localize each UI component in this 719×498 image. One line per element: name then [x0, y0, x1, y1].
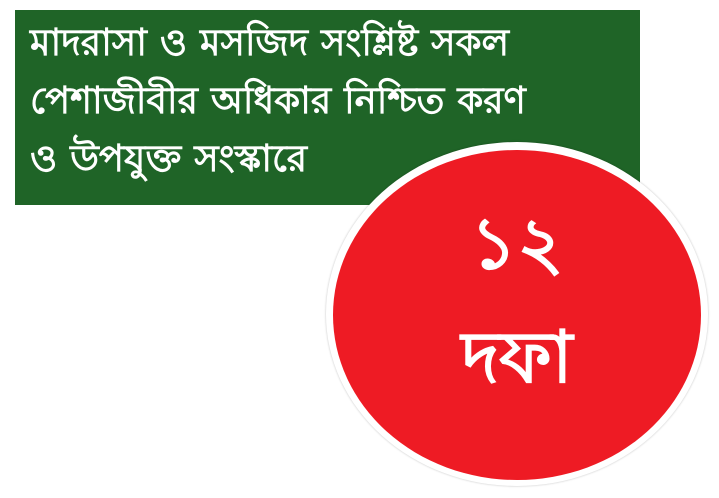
badge-number: ১২	[470, 201, 564, 285]
banner-line-2: পেশাজীবীর অধিকার নিশ্চিত করণ	[30, 79, 526, 122]
badge-label: দফা	[461, 315, 573, 399]
banner-line-3: ও উপযুক্ত সংস্কারে	[30, 137, 308, 180]
banner-line-1: মাদরাসা ও মসজিদ সংশ্লিষ্ট সকল	[30, 21, 510, 64]
